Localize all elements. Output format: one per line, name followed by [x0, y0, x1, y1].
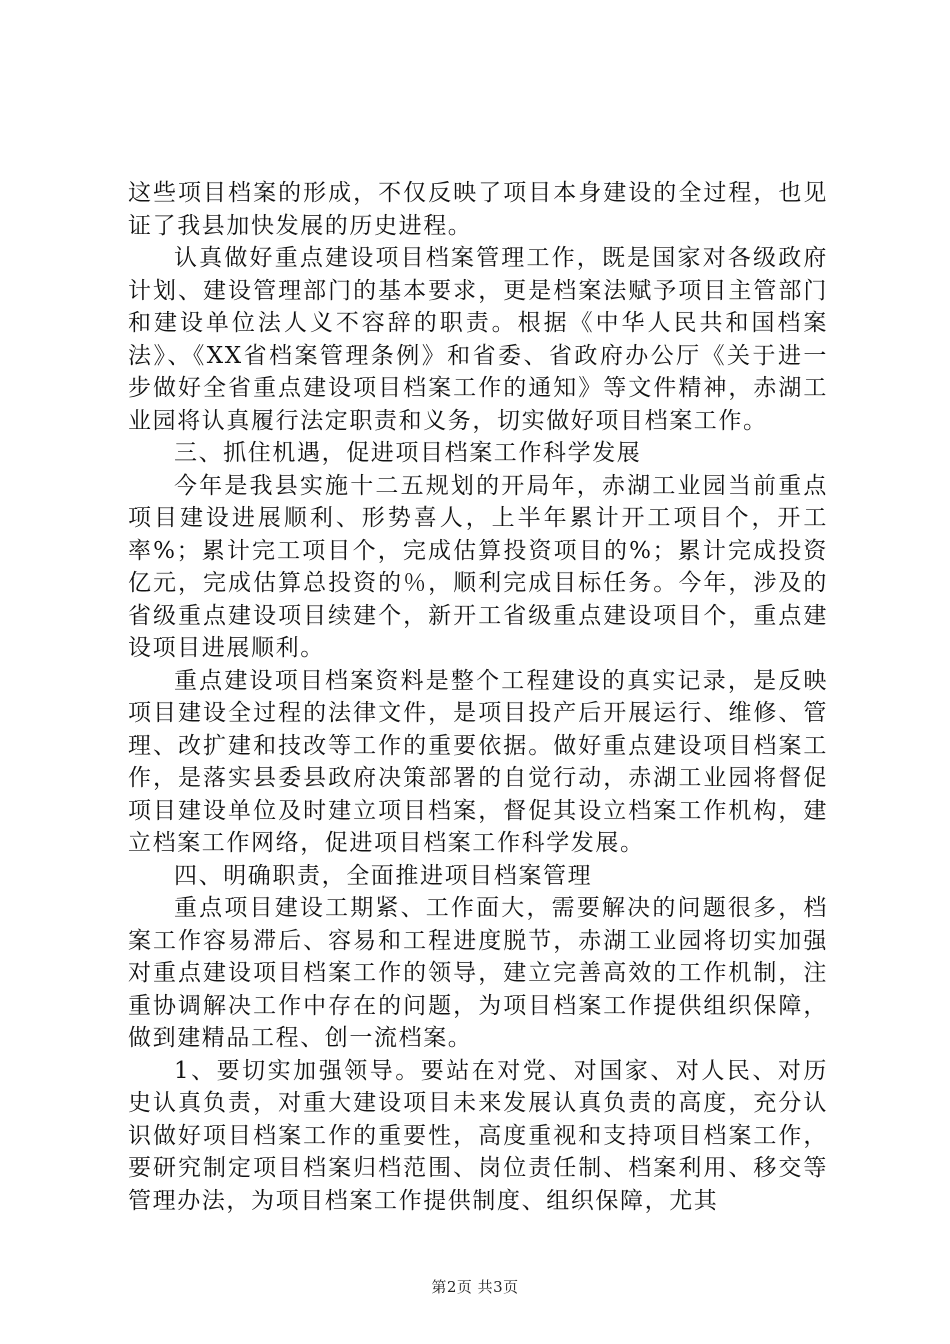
paragraph-4: 今年是我县实施十二五规划的开局年，赤湖工业园当前重点项目建设进展顺利、形势喜人，上半年累计开工项目个，开工率%；累计完工项目个，完成估算投资项目的%；累计完成投资亿元，完成估算总投资的％，顺利完成目标任务。今年，涉及的省级重点建设项目续建个，新开工省级重点建设项目个，重点建设项目进展顺利。	[128, 472, 828, 661]
page-number-label: 第2页 共3页	[431, 1278, 519, 1296]
page-footer	[0, 1276, 950, 1297]
section-heading-3: 三、抓住机遇，促进项目档案工作科学发展	[174, 440, 642, 466]
paragraph-5: 重点建设项目档案资料是整个工程建设的真实记录，是反映项目建设全过程的法律文件，是项目投产后开展运行、维修、管理、改扩建和技改等工作的重要依据。做好重点建设项目档案工作，是落实县委县政府决策部署的自觉行动，赤湖工业园将督促项目建设单位及时建立项目档案，督促其设立档案工作机构，建立档案工作网络，促进项目档案工作科学发展。	[128, 667, 828, 856]
paragraph-7: 重点项目建设工期紧、工作面大，需要解决的问题很多，档案工作容易滞后、容易和工程进度脱节，赤湖工业园将切实加强对重点建设项目档案工作的领导，建立完善高效的工作机制，注重协调解决工作中存在的问题，为项目档案工作提供组织保障，做到建精品工程、创一流档案。	[128, 895, 828, 1051]
paragraph-8: 1、要切实加强领导。要站在对党、对国家、对人民、对历史认真负责，对重大建设项目未来发展认真负责的高度，充分认识做好项目档案工作的重要性，高度重视和支持项目档案工作，要研究制定项目档案归档范围、岗位责任制、档案利用、移交等管理办法，为项目档案工作提供制度、组织保障，尤其	[128, 1057, 828, 1214]
paragraph-2: 认真做好重点建设项目档案管理工作，既是国家对各级政府计划、建设管理部门的基本要求，更是档案法赋予项目主管部门和建设单位法人义不容辞的职责。根据《中华人民共和国档案法》、《XX省档案管理条例》和省委、省政府办公厅《关于进一步做好全省重点建设项目档案工作的通知》等文件精神，赤湖工业园将认真履行法定职责和义务，切实做好项目档案工作。	[128, 245, 828, 434]
section-heading-4: 四、明确职责，全面推进项目档案管理	[174, 862, 593, 889]
document-body	[128, 177, 828, 1217]
paragraph-1: 这些项目档案的形成，不仅反映了项目本身建设的全过程，也见证了我县加快发展的历史进程。	[128, 180, 828, 239]
